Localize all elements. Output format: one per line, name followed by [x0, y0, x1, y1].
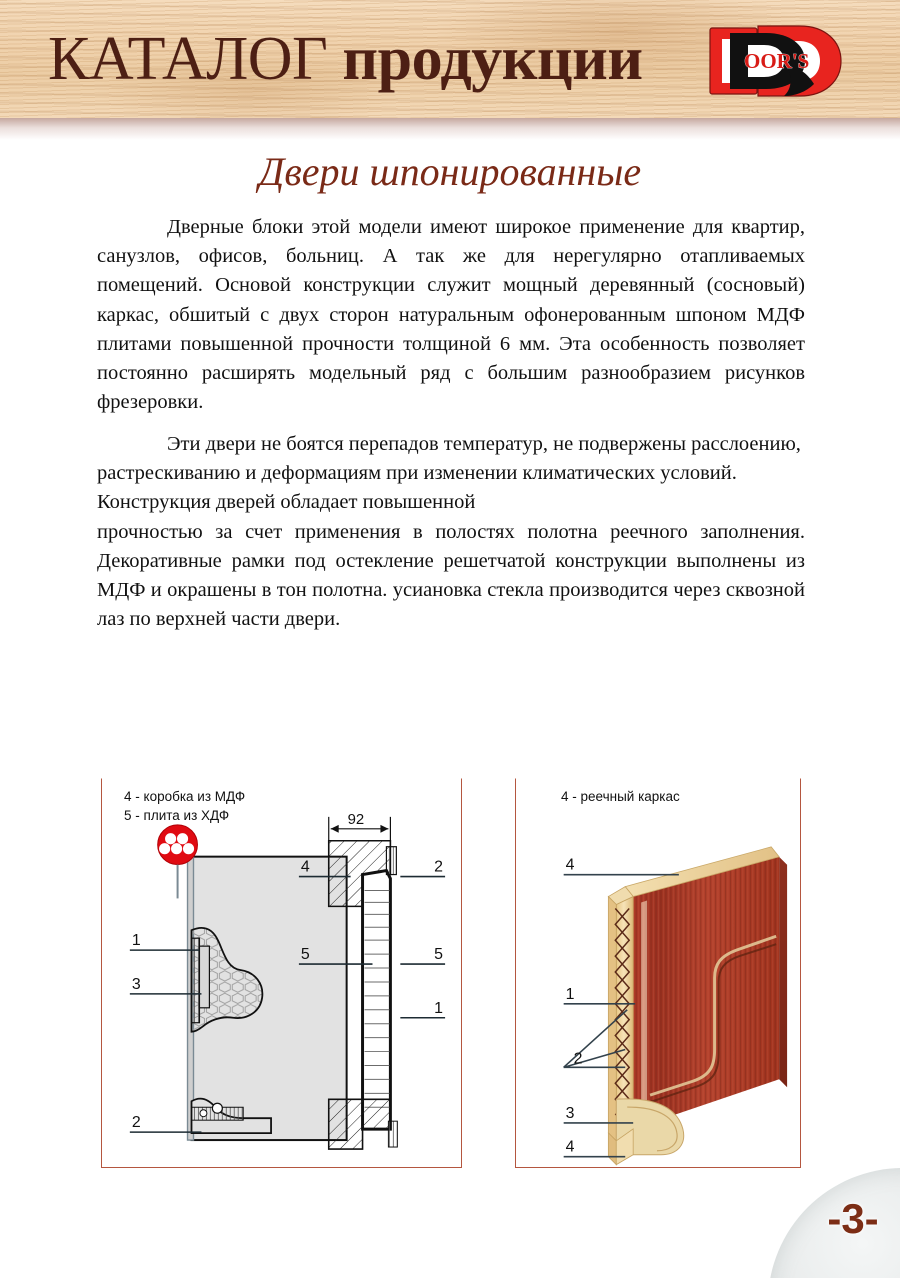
- description-paragraph-1: [97, 213, 805, 417]
- page-header: [0, 0, 900, 118]
- detail-callout-1: 1: [434, 999, 444, 1017]
- right-callout-2: 2: [573, 1050, 583, 1068]
- logo-word-text: OOR'S: [744, 49, 810, 73]
- header-shadow: [0, 118, 900, 140]
- diagram-panel-left: [101, 778, 462, 1168]
- left-callout-1: 1: [131, 932, 141, 950]
- doors-logo-icon: [700, 22, 848, 100]
- detail-callout-5-right: 5: [434, 946, 444, 964]
- paragraph-2a-text: Эти двери не боятся перепадов температур, не подвержены расслоению, растрескиванию и деформациям при изменении климатических условий. Конструкция дверей обладает повышенной: [97, 433, 801, 514]
- right-callout-4b: 4: [565, 1138, 575, 1156]
- left-callout-2: 2: [131, 1114, 141, 1132]
- page-title-bold: продукции: [342, 25, 643, 93]
- detail-callout-4: 4: [300, 858, 310, 876]
- page-title-caps: КАТАЛОГ: [48, 25, 343, 93]
- left-caption-line-2: 5 - плита из ХДФ: [124, 808, 230, 823]
- description-paragraph-2: [97, 430, 805, 634]
- right-caption: 4 - реечный каркас: [561, 789, 680, 804]
- detail-callout-2: 2: [434, 858, 444, 876]
- left-caption-line-1: 4 - коробка из МДФ: [124, 789, 246, 804]
- dimension-92-label: 92: [347, 811, 365, 828]
- doors-logo: [700, 22, 848, 100]
- left-callout-3: 3: [131, 975, 141, 993]
- left-door-section-drawing: [102, 779, 461, 1167]
- page-number: -3-: [827, 1195, 879, 1242]
- section-title: Двери шпонированные: [258, 149, 642, 194]
- right-door-3d-drawing: [516, 779, 800, 1167]
- diagram-panel-right: [515, 778, 801, 1168]
- detail-callout-5-left: 5: [300, 946, 310, 964]
- page-title: [48, 22, 643, 96]
- right-callout-3: 3: [565, 1104, 575, 1122]
- right-callout-4: 4: [565, 856, 575, 874]
- paragraph-2b-text: прочностью за счет применения в полостях полотна реечного заполнения. Декоративные рамки под остекление решетчатой конструкции выполнены из МДФ и окрашены в тон полотна. усиановка стекла производится через сквозной лаз по верхней части двери.: [97, 520, 805, 631]
- paragraph-1-text: Дверные блоки этой модели имеют широкое применение для квартир, санузлов, офисов, больниц. А так же для нерегулярно отапливаемых помещений. Основой конструкции служит мощный деревянный (сосновый) каркас, обшитый с двух сторон натуральным офонерованным шпоном МДФ плитами повышенной прочности толщиной 6 мм. Эта особенность позволяет постоянно расширять модельный ряд с большим разнообразием рисунков фрезеровки.: [97, 216, 805, 414]
- right-callout-1: 1: [565, 985, 575, 1003]
